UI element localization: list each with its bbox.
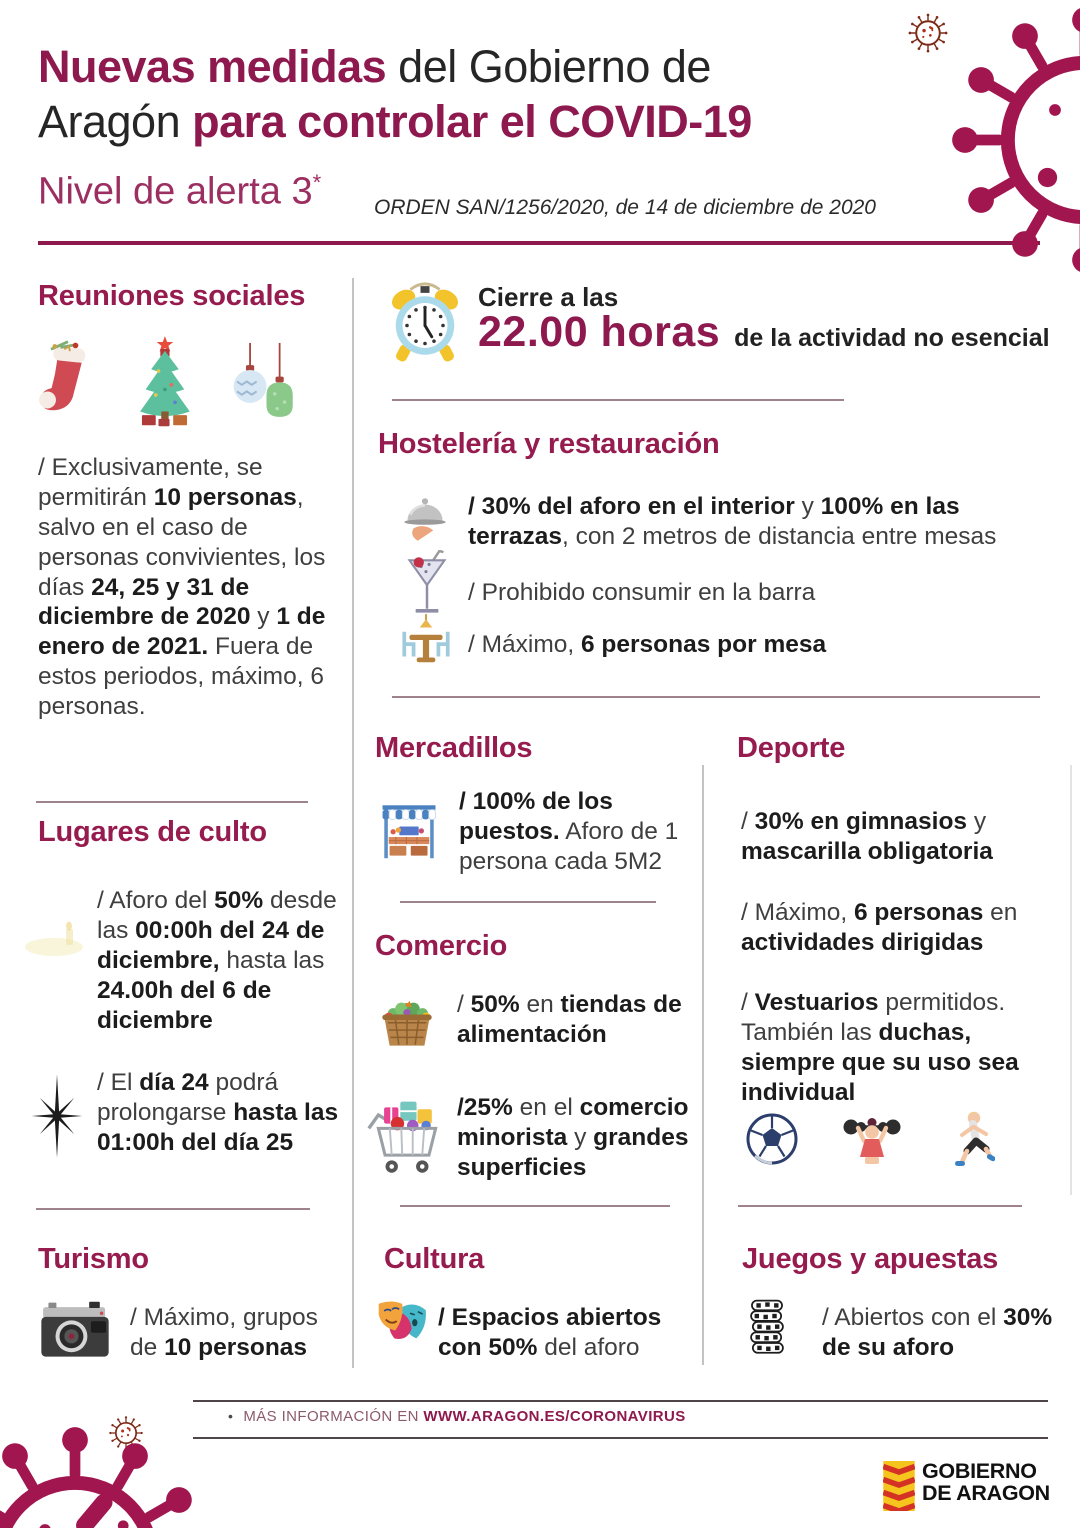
deporte-item: / 30% en gimnasios y mascarilla obligatoria (741, 808, 993, 865)
alarm-clock-icon (386, 276, 464, 366)
reuniones-body: / Exclusivamente, se permitirán 10 personas, salvo en el caso de personas convivientes, los días 24, 25 y 31 de diciembre de 2020 y 1 de enero de 2021. Fuera de estos periodos, máximo, 6 personas. (38, 454, 326, 720)
grocery-basket-icon (374, 988, 440, 1052)
hosteleria-item: / Prohibido consumir en la barra (468, 579, 816, 606)
runner-icon (943, 1109, 995, 1171)
divider (400, 901, 656, 903)
comercio-item: /25% en el comercio minorista y grandes superficies (457, 1094, 689, 1181)
closing-time: 22.00 horas (478, 308, 721, 356)
theater-masks-icon (374, 1296, 432, 1354)
candle-icon (22, 921, 90, 963)
alert-level: Nivel de alerta 3* (38, 170, 322, 213)
section-title-deporte: Deporte (737, 732, 846, 764)
cultura-item: / Espacios abiertos con 50% del aforo (438, 1304, 662, 1361)
hosteleria-item: / Máximo, 6 personas por mesa (468, 631, 827, 658)
deporte-item: / Vestuarios permitidos. También las duchas, siempre que su uso sea individual (741, 989, 1019, 1106)
juegos-item: / Abiertos con el 30% de su aforo (822, 1304, 1053, 1361)
logo-line2: DE ARAGON (922, 1480, 1050, 1505)
header-rule (38, 241, 1040, 245)
comercio-item: / 50% en tiendas de alimentación (457, 991, 682, 1048)
culto-item: / Aforo del 50% desde las 00:00h del 24 de diciembre, hasta las 24.00h del 6 de diciembre (97, 887, 337, 1034)
closing-intro: Cierre a las (478, 282, 619, 312)
divider (36, 1208, 310, 1210)
alert-asterisk: * (312, 170, 322, 195)
table-chairs-icon (396, 613, 456, 669)
divider (738, 1205, 1022, 1207)
hosteleria-item: / 30% del aforo en el interior y 100% en las terrazas, con 2 metros de distancia entre mesas (468, 493, 997, 550)
market-stall-icon (381, 800, 437, 860)
column-divider (352, 278, 354, 1368)
christmas-icons-row (36, 332, 296, 434)
section-title-cultura: Cultura (384, 1243, 485, 1275)
footer-info (228, 1408, 686, 1425)
sports-icons-row (745, 1105, 1005, 1175)
section-title-juegos: Juegos y apuestas (742, 1243, 999, 1275)
logo-text (922, 1461, 1050, 1505)
weightlifting-icon (841, 1109, 903, 1171)
star-icon (28, 1068, 86, 1164)
deporte-item: / Máximo, 6 personas en actividades dirigidas (741, 899, 1018, 956)
virus-large-icon (935, 0, 1080, 290)
order-reference: ORDEN SAN/1256/2020, de 14 de diciembre de 2020 (374, 196, 876, 219)
gobierno-aragon-logo (883, 1461, 1050, 1511)
camera-icon (33, 1300, 117, 1362)
cloche-icon (401, 492, 449, 548)
page-title (38, 40, 752, 150)
soccer-ball-icon (745, 1112, 801, 1168)
turismo-item: / Máximo, grupos de 10 personas (130, 1304, 318, 1361)
mercadillos-item: / 100% de los puestos. Aforo de 1 persona cada 5M2 (459, 788, 679, 875)
cocktail-icon (406, 550, 448, 618)
baubles-icon (232, 334, 296, 434)
culto-item: / El día 24 podrá prolongarse hasta las 01:00h del día 25 (97, 1069, 339, 1156)
virus-large-icon (0, 1410, 225, 1528)
section-title-mercadillos: Mercadillos (375, 732, 533, 764)
footer-info-link[interactable]: WWW.ARAGON.ES/CORONAVIRUS (423, 1408, 686, 1425)
section-title-culto: Lugares de culto (38, 816, 267, 848)
section-title-turismo: Turismo (38, 1243, 149, 1275)
section-title-comercio: Comercio (375, 930, 508, 962)
page-title-line1: Nuevas medidas del Gobierno de (38, 41, 711, 92)
divider (400, 1205, 670, 1207)
page-edge-line (1070, 765, 1072, 1195)
page-title-line2: Aragón para controlar el COVID-19 (38, 95, 752, 147)
christmas-tree-icon (130, 332, 200, 434)
section-title-hosteleria: Hostelería y restauración (378, 428, 720, 460)
closing-tail: de la actividad no esencial (734, 324, 1050, 352)
footer-bullet: • (228, 1408, 234, 1424)
footer-info-prefix: MÁS INFORMACIÓN EN (243, 1408, 424, 1425)
divider (36, 801, 308, 803)
footer-line (193, 1400, 1048, 1402)
divider (392, 399, 844, 401)
poker-chips-icon (744, 1298, 790, 1358)
christmas-stocking-icon (36, 336, 98, 434)
aragon-flag-icon (883, 1461, 915, 1511)
shopping-cart-icon (364, 1094, 450, 1178)
footer-line (193, 1437, 1048, 1439)
section-title-reuniones: Reuniones sociales (38, 280, 306, 312)
closing-line (478, 308, 1050, 357)
divider (392, 696, 1040, 698)
logo-line1: GOBIERNO (922, 1459, 1037, 1483)
